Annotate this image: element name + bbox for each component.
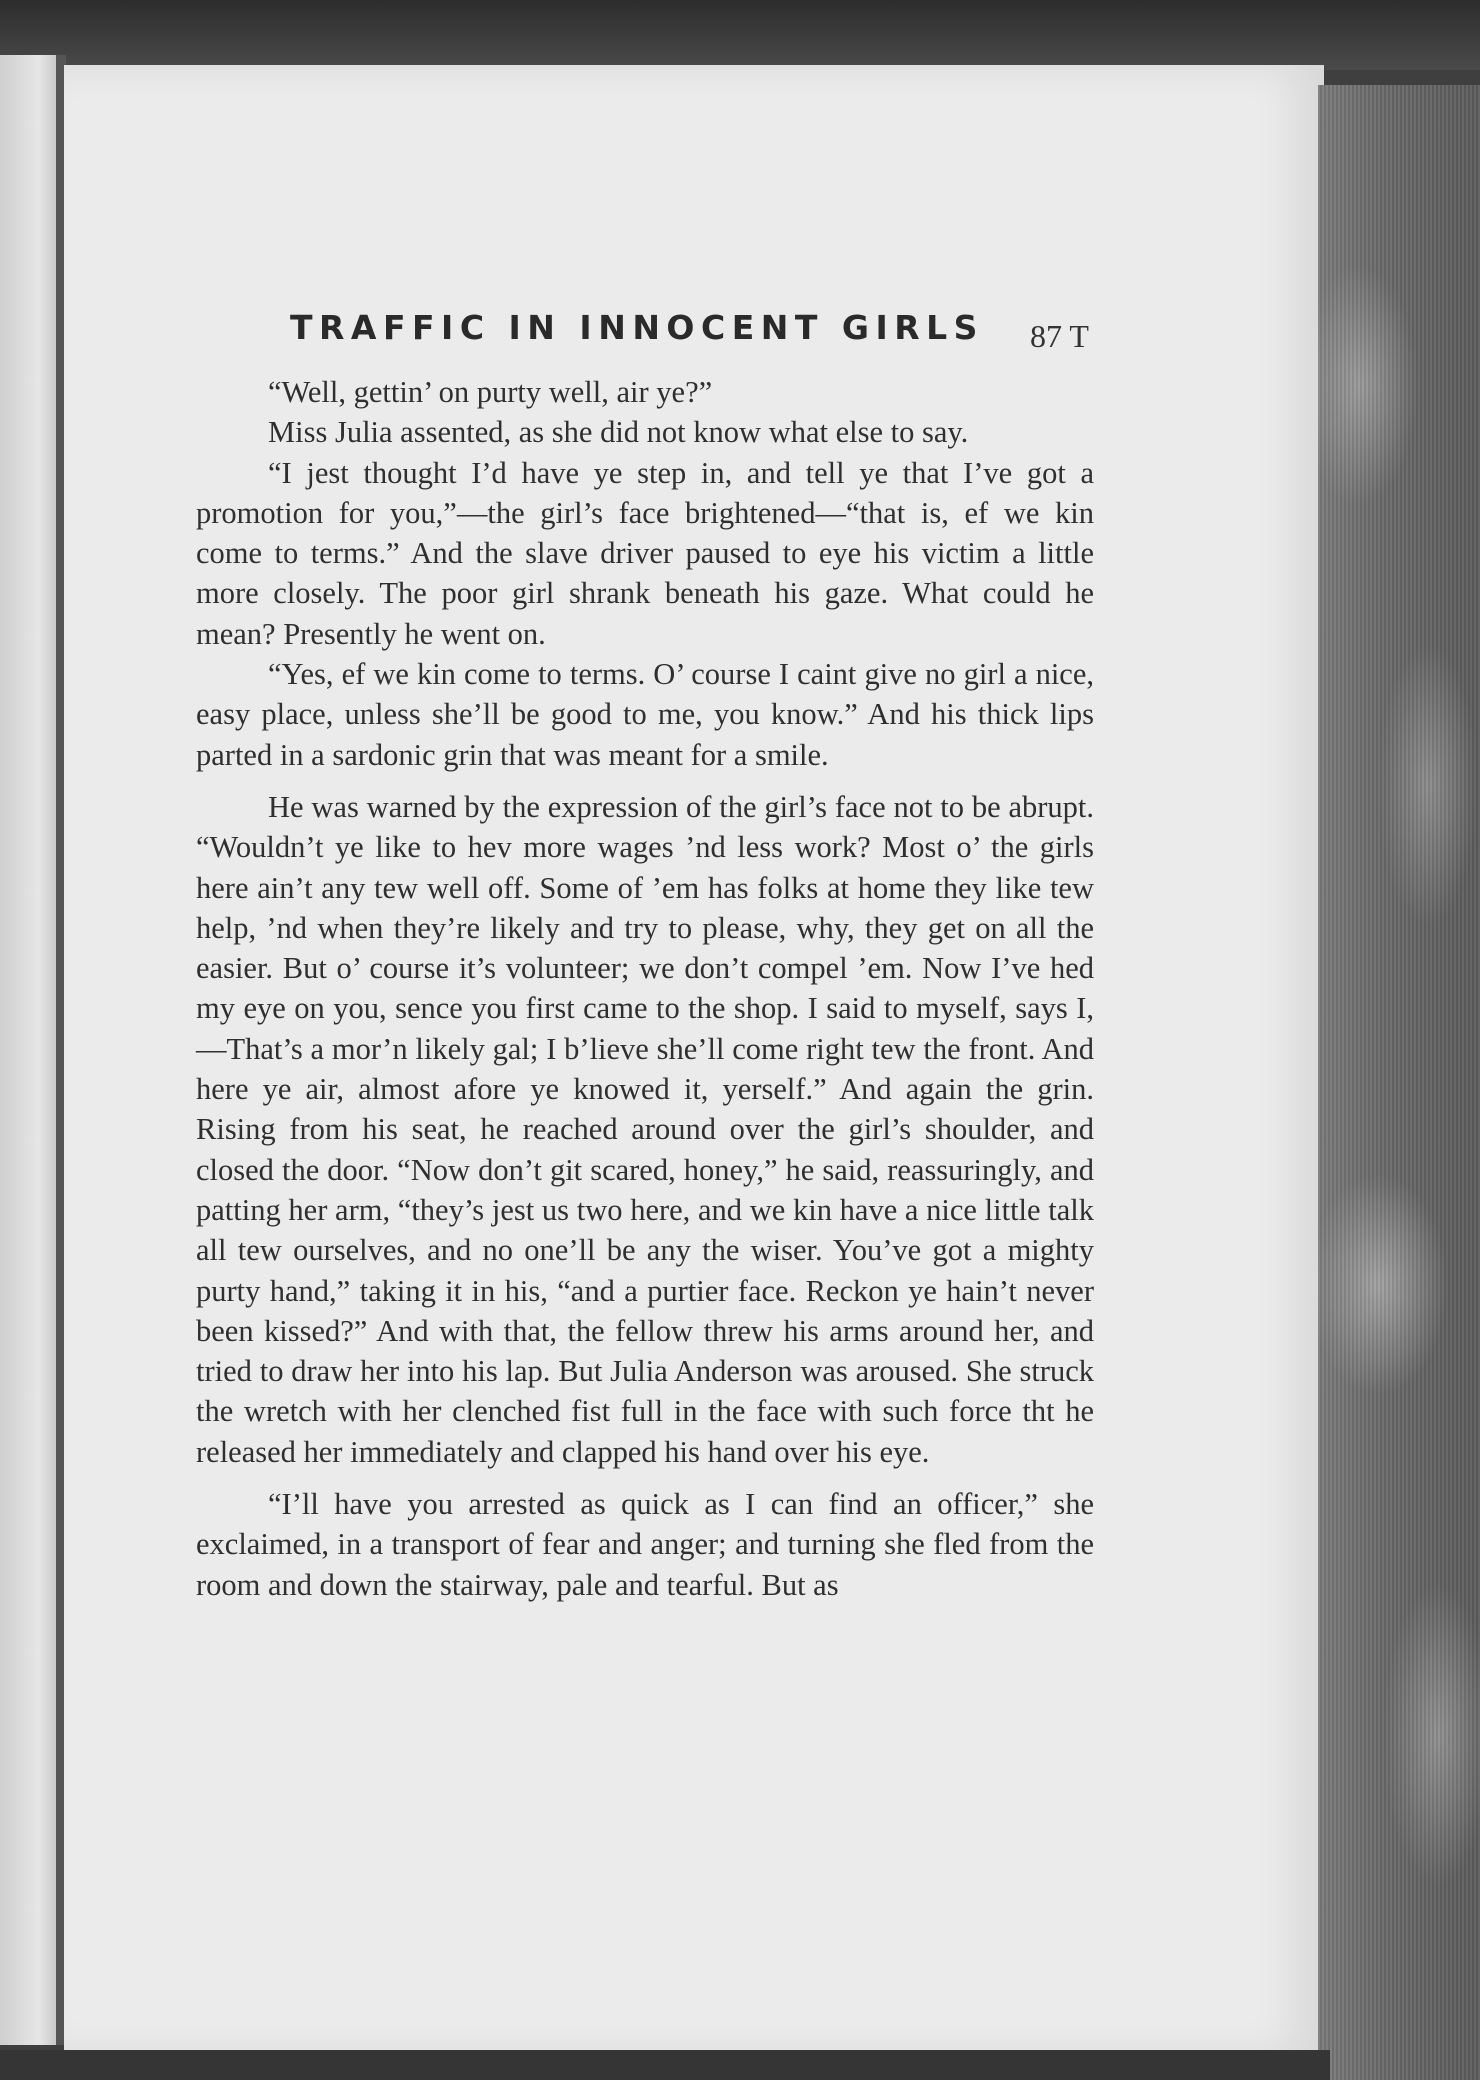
paragraph: “Well, gettin’ on purty well, air ye?”	[268, 375, 713, 409]
running-head: TRAFFIC IN INNOCENT GIRLS	[290, 308, 984, 347]
facing-page-edge	[0, 55, 64, 2045]
paragraph: “Yes, ef we kin come to terms. O’ course I caint give no girl a nice, easy place, unless she’ll be good to me, you know.” And his thick lips parted in a sardonic grin that was meant for a smile.	[196, 657, 1094, 772]
page-edges-marbled	[1318, 85, 1480, 2080]
paragraph: Miss Julia assented, as she did not know what else to say.	[268, 415, 969, 450]
paragraph: “I’ll have you arrested as quick as I can find an officer,” she exclaimed, in a transport of fear and anger; and turning she fled from the room and down the stairway, pale and tearful. But as	[196, 1487, 1094, 1602]
scan-bottom-border	[0, 2050, 1330, 2080]
body-text	[196, 372, 1094, 1605]
page-number: 87 T	[1030, 318, 1089, 354]
paragraph: “I jest thought I’d have ye step in, and tell ye that I’ve got a promotion for you,”—the girl’s face brightened—“that is, ef we kin come to terms.” And the slave driver paused to eye his victim a little more closely. The poor girl shrank beneath his gaze. What could he mean? Presently he went on.	[196, 455, 1094, 651]
paragraph: He was warned by the expression of the girl’s face not to be abrupt. “Wouldn’t ye like to hev more wages ’nd less work? Most o’ the girls here ain’t any tew well off. Some of ’em has folks at home they like tew help, ’nd when they’re likely and try to please, why, they get on all the easier. But o’ course it’s volunteer; we don’t compel ’em. Now I’ve hed my eye on you, sence you first came to the shop. I said to myself, says I,—That’s a mor’n likely gal; I b’lieve she’ll come right tew the front. And here ye air, almost afore ye knowed it, yerself.” And again the grin. Rising from his seat, he reached around over the girl’s shoulder, and closed the door. “Now don’t git scared, honey,” he said, reassuringly, and patting her arm, “they’s jest us two here, and we kin have a nice little talk all tew ourselves, and no one’ll be any the wiser. You’ve got a mighty purty hand,” taking it in his, “and a purtier face. Reckon ye hain’t never been kissed?” And with that, the fellow threw his arms around her, and tried to draw her into his lap. But Julia Anderson was aroused. She struck the wretch with her clenched fist full in the face with such force tht he released her immediately and clapped his hand over his eye.	[196, 789, 1094, 1469]
scan-top-border	[0, 0, 1480, 70]
